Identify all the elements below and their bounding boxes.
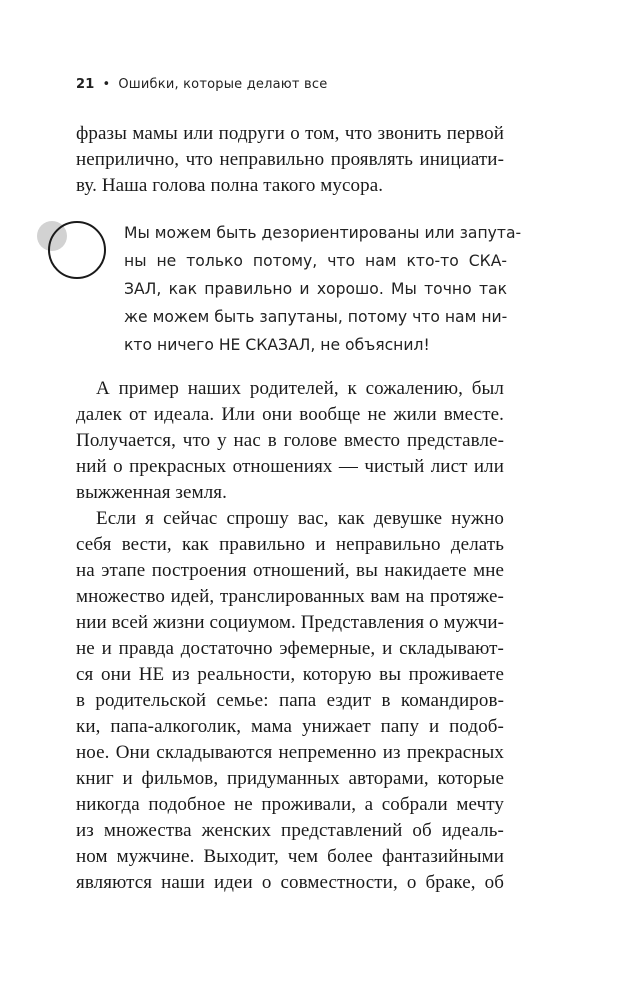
quote-line: ны не только потому, что нам кто-то СКА- <box>124 252 507 270</box>
text-line: неприлично, что неправильно проявлять инициати- <box>76 149 504 170</box>
page-number: 21 <box>76 77 95 92</box>
quote-line: кто ничего НЕ СКАЗАЛ, не объяснил! <box>124 336 430 354</box>
text-line: выжженная земля. <box>76 482 227 503</box>
text-line: А пример наших родителей, к сожалению, был <box>96 378 504 399</box>
decorative-circle-icon <box>48 221 106 279</box>
chapter-title: Ошибки, которые делают все <box>118 77 328 92</box>
text-line: себя вести, как правильно и неправильно делать <box>76 534 504 555</box>
quote-line: Мы можем быть дезориентированы или запута- <box>124 224 522 242</box>
text-line: являются наши идеи о совместности, о браке, об <box>76 872 504 893</box>
quote-line: ЗАЛ, как правильно и хорошо. Мы точно так <box>124 280 507 298</box>
header-separator: • <box>102 77 111 92</box>
text-line: ное. Они складываются непременно из прекрасных <box>76 742 504 763</box>
text-line: не и правда достаточно эфемерные, и складывают- <box>76 638 504 659</box>
text-line: Если я сейчас спрошу вас, как девушке нужно <box>96 508 504 529</box>
text-line: ки, папа-алкоголик, мама унижает папу и подоб- <box>76 716 504 737</box>
text-line: фразы мамы или подруги о том, что звонить первой <box>76 123 504 144</box>
text-line: ний о прекрасных отношениях — чистый лист или <box>76 456 504 477</box>
text-line: из множества женских представлений об идеаль- <box>76 820 504 841</box>
text-line: Получается, что у нас в голове вместо представле- <box>76 430 504 451</box>
text-line: на этапе построения отношений, вы накидаете мне <box>76 560 504 581</box>
running-header <box>76 77 327 92</box>
text-line: далек от идеала. Или они вообще не жили вместе. <box>76 404 504 425</box>
text-line: ном мужчине. Выходит, чем более фантазийными <box>76 846 504 867</box>
text-line: никогда подобное не проживали, а собрали мечту <box>76 794 504 815</box>
text-line: ся они НЕ из реальности, которую вы проживаете <box>76 664 504 685</box>
text-line: ву. Наша голова полна такого мусора. <box>76 175 384 196</box>
text-line: множество идей, транслированных вам на протяже- <box>76 586 504 607</box>
text-line: нии всей жизни социумом. Представления о мужчи- <box>76 612 505 633</box>
text-line: книг и фильмов, придуманных авторами, которые <box>76 768 504 789</box>
quote-line: же можем быть запутаны, потому что нам ни- <box>124 308 508 326</box>
text-line: в родительской семье: папа ездит в командиров- <box>76 690 504 711</box>
